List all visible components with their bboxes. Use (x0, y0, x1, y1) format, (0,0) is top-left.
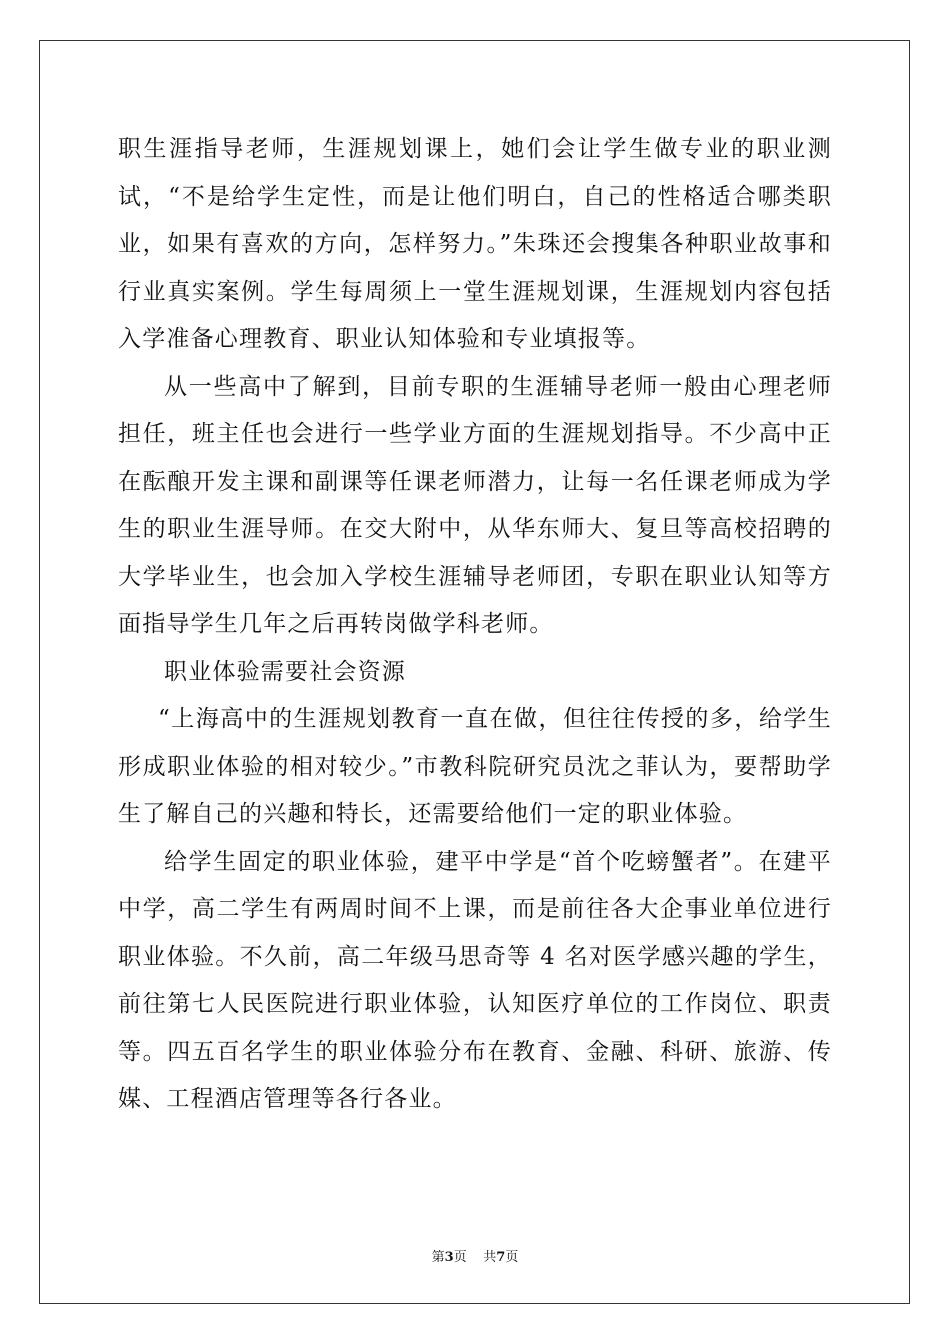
paragraph-4: 给学生固定的职业体验，建平中学是“首个吃螃蟹者”。在建平中学，高二学生有两周时间不上课，而是前往各大企事业单位进行职业体验。不久前，高二年级马思奇等 4 名对医学感兴趣的学生，前往第七人民医院进行职业体验，认知医疗单位的工作岗位、职责等。四五百名学生的职业体验分布在教育、金融、科研、旅游、传媒、工程酒店管理等各行各业。 (118, 848, 832, 1112)
page-footer (0, 1246, 950, 1265)
total-prefix: 共 (483, 1250, 497, 1265)
page-prefix: 第 (431, 1250, 445, 1265)
paragraph-3: “上海高中的生涯规划教育一直在做，但往往传授的多，给学生形成职业体验的相对较少。”市教科院研究员沈之菲认为，要帮助学生了解自己的兴趣和特长，还需要给他们一定的职业体验。 (118, 706, 832, 827)
paragraph-2: 从一些高中了解到，目前专职的生涯辅导老师一般由心理老师担任，班主任也会进行一些学业方面的生涯规划指导。不少高中正在酝酿开发主课和副课等任课老师潜力，让每一名任课老师成为学生的职业生涯导师。在交大附中，从华东师大、复旦等高校招聘的大学毕业生，也会加入学校生涯辅导老师团，专职在职业认知等方面指导学生几年之后再转岗做学科老师。 (118, 373, 832, 637)
page-current: 3 (444, 1250, 454, 1265)
document-body (118, 126, 832, 1124)
total-suffix: 页 (505, 1250, 519, 1265)
page-suffix: 页 (453, 1250, 467, 1265)
section-heading: 职业体验需要社会资源 (164, 658, 406, 685)
paragraph-1: 职生涯指导老师，生涯规划课上，她们会让学生做专业的职业测试，“不是给学生定性，而是让他们明白，自己的性格适合哪类职业，如果有喜欢的方向，怎样努力。”朱珠还会搜集各种职业故事和行业真实案例。学生每周须上一堂生涯规划课，生涯规划内容包括入学准备心理教育、职业认知体验和专业填报等。 (118, 136, 832, 352)
page-total: 7 (496, 1250, 506, 1265)
